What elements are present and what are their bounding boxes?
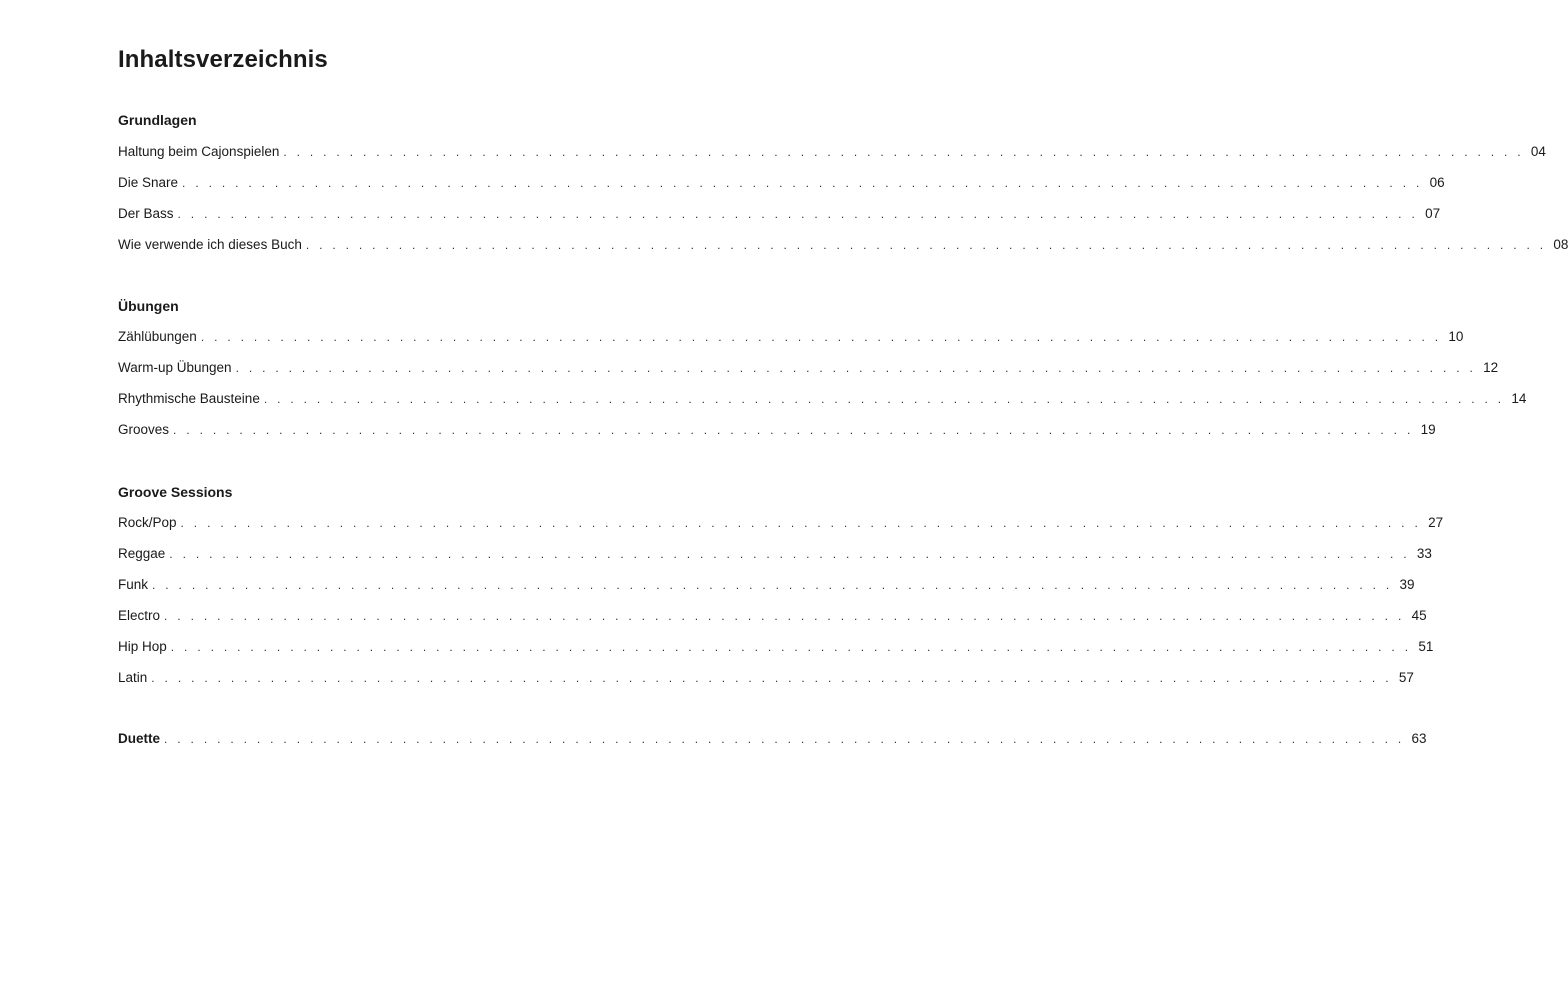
toc-entry-label: Haltung beim Cajonspielen [118,144,280,159]
toc-entry[interactable] [118,545,1432,563]
dot-leader: . . . . . . . . . . . . . . . . . . . . . . . . . . . . . . . . . . . . . . . . . . . . . . . . . . . . . . . . . . . . . . . . . . . . . . . . . . . . . . . . . . . . . . . . . . . . . . [283,145,1524,159]
toc-entry[interactable] [118,143,1546,161]
dot-leader: . . . . . . . . . . . . . . . . . . . . . . . . . . . . . . . . . . . . . . . . . . . . . . . . . . . . . . . . . . . . . . . . . . . . . . . . . . . . . . . . . . . . . . . . . . . . . . [164,609,1405,623]
page-title: Inhaltsverzeichnis [118,46,328,73]
toc-entry-page: 04 [1530,144,1546,159]
toc-entry-label: Rock/Pop [118,515,177,530]
toc-entry[interactable] [118,205,1441,223]
toc-entry[interactable] [118,607,1427,625]
dot-leader: . . . . . . . . . . . . . . . . . . . . . . . . . . . . . . . . . . . . . . . . . . . . . . . . . . . . . . . . . . . . . . . . . . . . . . . . . . . . . . . . . . . . . . . . . . . . . . [177,207,1419,221]
toc-entry-label: Der Bass [118,206,174,221]
section-heading-grundlagen: Grundlagen [118,112,197,128]
toc-entry-label: Zählübungen [118,329,197,344]
toc-entry-page: 10 [1448,329,1464,344]
dot-leader: . . . . . . . . . . . . . . . . . . . . . . . . . . . . . . . . . . . . . . . . . . . . . . . . . . . . . . . . . . . . . . . . . . . . . . . . . . . . . . . . . . . . . . . . . . . . . . [235,361,1477,375]
toc-entry-page: 06 [1429,175,1445,190]
toc-entry[interactable] [118,236,1568,254]
dot-leader: . . . . . . . . . . . . . . . . . . . . . . . . . . . . . . . . . . . . . . . . . . . . . . . . . . . . . . . . . . . . . . . . . . . . . . . . . . . . . . . . . . . . . . . . . . . . . . [173,423,1414,437]
toc-entry[interactable] [118,328,1464,346]
section-heading-uebungen: Übungen [118,298,179,314]
dot-leader: . . . . . . . . . . . . . . . . . . . . . . . . . . . . . . . . . . . . . . . . . . . . . . . . . . . . . . . . . . . . . . . . . . . . . . . . . . . . . . . . . . . . . . . . . . . . . . [151,671,1392,685]
toc-entry-page: 12 [1483,360,1499,375]
toc-entry[interactable] [118,576,1415,594]
dot-leader: . . . . . . . . . . . . . . . . . . . . . . . . . . . . . . . . . . . . . . . . . . . . . . . . . . . . . . . . . . . . . . . . . . . . . . . . . . . . . . . . . . . . . . . . . . . . . . [182,176,1423,190]
toc-entry-label: Duette [118,731,161,746]
toc-entry-label: Electro [118,608,161,623]
toc-entry-page: 39 [1399,577,1415,592]
toc-entry[interactable] [118,421,1436,439]
toc-entry-page: 08 [1553,237,1568,252]
toc-entry-page: 57 [1398,670,1414,685]
toc-entry-page: 14 [1511,391,1527,406]
toc-entry-page: 27 [1428,515,1444,530]
dot-leader: . . . . . . . . . . . . . . . . . . . . . . . . . . . . . . . . . . . . . . . . . . . . . . . . . . . . . . . . . . . . . . . . . . . . . . . . . . . . . . . . . . . . . . . . . . . . . . [180,516,1422,530]
toc-entry-page: 33 [1416,546,1432,561]
toc-entry[interactable] [118,669,1414,687]
dot-leader: . . . . . . . . . . . . . . . . . . . . . . . . . . . . . . . . . . . . . . . . . . . . . . . . . . . . . . . . . . . . . . . . . . . . . . . . . . . . . . . . . . . . . . . . . . . . . . [263,392,1505,406]
dot-leader: . . . . . . . . . . . . . . . . . . . . . . . . . . . . . . . . . . . . . . . . . . . . . . . . . . . . . . . . . . . . . . . . . . . . . . . . . . . . . . . . . . . . . . . . . . . . . . [200,330,1442,344]
toc-entry-label: Rhythmische Bausteine [118,391,260,406]
toc-entry-label: Funk [118,577,149,592]
toc-entry-label: Wie verwende ich dieses Buch [118,237,302,252]
toc-entry[interactable] [118,638,1434,656]
toc-entry-label: Latin [118,670,148,685]
dot-leader: . . . . . . . . . . . . . . . . . . . . . . . . . . . . . . . . . . . . . . . . . . . . . . . . . . . . . . . . . . . . . . . . . . . . . . . . . . . . . . . . . . . . . . . . . . . . . . [169,547,1410,561]
section-heading-groove-sessions: Groove Sessions [118,484,233,500]
toc-entry-label: Grooves [118,422,170,437]
toc-entry[interactable] [118,514,1444,532]
dot-leader: . . . . . . . . . . . . . . . . . . . . . . . . . . . . . . . . . . . . . . . . . . . . . . . . . . . . . . . . . . . . . . . . . . . . . . . . . . . . . . . . . . . . . . . . . . . . . . [152,578,1393,592]
toc-entry[interactable] [118,174,1445,192]
toc-entry-page: 07 [1425,206,1441,221]
dot-leader: . . . . . . . . . . . . . . . . . . . . . . . . . . . . . . . . . . . . . . . . . . . . . . . . . . . . . . . . . . . . . . . . . . . . . . . . . . . . . . . . . . . . . . . . . . . . . . [164,732,1405,746]
toc-entry-label: Hip Hop [118,639,167,654]
toc-entry-page: 19 [1420,422,1436,437]
toc-entry-label: Die Snare [118,175,179,190]
toc-entry-page: 51 [1418,639,1434,654]
dot-leader: . . . . . . . . . . . . . . . . . . . . . . . . . . . . . . . . . . . . . . . . . . . . . . . . . . . . . . . . . . . . . . . . . . . . . . . . . . . . . . . . . . . . . . . . . . . . . . [170,640,1412,654]
dot-leader: . . . . . . . . . . . . . . . . . . . . . . . . . . . . . . . . . . . . . . . . . . . . . . . . . . . . . . . . . . . . . . . . . . . . . . . . . . . . . . . . . . . . . . . . . . . . . . [305,238,1547,252]
toc-entry-label: Warm-up Übungen [118,360,232,375]
toc-entry-page: 45 [1411,608,1427,623]
toc-entry[interactable] [118,390,1527,408]
toc-entry[interactable] [118,359,1499,377]
toc-entry-page: 63 [1411,731,1427,746]
toc-entry-duette[interactable] [118,730,1427,748]
toc-entry-label: Reggae [118,546,166,561]
